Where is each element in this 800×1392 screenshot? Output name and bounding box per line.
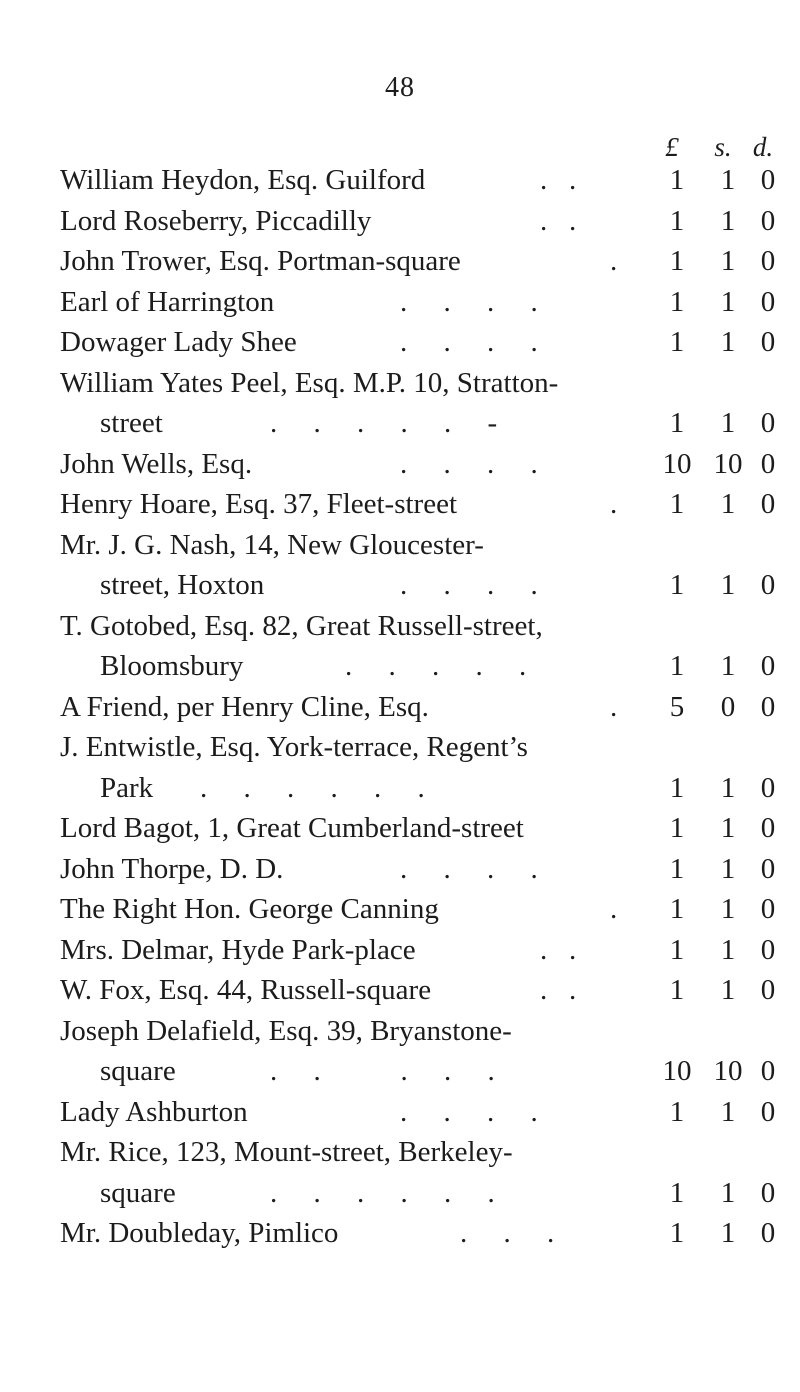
subscriber-name: square (100, 1176, 176, 1209)
pounds-amount: 1 (669, 1176, 685, 1209)
subscriber-name: Lord Bagot, 1, Great Cumberland-street (60, 812, 524, 844)
shillings-amount: 10 (713, 447, 743, 480)
table-row (0, 646, 800, 687)
subscriber-name: Dowager Lady Shee (60, 326, 297, 358)
subscriber-name: Mr. J. G. Nash, 14, New Gloucester- (60, 528, 484, 561)
dot-leader: . . . . (400, 326, 538, 358)
shillings-amount: 0 (720, 690, 736, 723)
subscriber-name: square (100, 1055, 176, 1087)
shillings-amount: 1 (720, 1217, 736, 1249)
table-row (0, 322, 800, 363)
dot-leader: . . (540, 204, 577, 237)
subscriber-name: Lady Ashburton (60, 1095, 248, 1128)
dot-leader: . (610, 245, 618, 277)
dot-leader: . . (540, 933, 577, 966)
pence-amount: 0 (760, 285, 776, 318)
table-row (0, 282, 800, 323)
pounds-amount: 1 (669, 1095, 685, 1128)
pounds-column-header: £ (665, 132, 679, 162)
subscriber-name: J. Entwistle, Esq. York-terrace, Regent’s (60, 731, 528, 763)
shillings-amount: 1 (720, 893, 736, 925)
table-row (0, 849, 800, 890)
subscriber-name: Henry Hoare, Esq. 37, Fleet-street (60, 488, 458, 520)
subscription-list (0, 160, 800, 1254)
dot-leader: . . . (460, 1217, 555, 1249)
table-row (0, 565, 800, 606)
subscriber-name: John Trower, Esq. Portman-square (60, 245, 461, 277)
shillings-amount: 1 (720, 1095, 736, 1128)
shillings-amount: 1 (720, 326, 736, 358)
subscriber-name: Joseph Delafield, Esq. 39, Bryanstone- (60, 1014, 512, 1047)
pence-amount: 0 (760, 1217, 776, 1249)
shillings-column-header: s. (714, 132, 732, 162)
pounds-amount: 5 (669, 690, 685, 723)
dot-leader: . . . . (400, 1095, 538, 1128)
pence-amount: 0 (760, 326, 776, 358)
pence-amount: 0 (760, 1176, 776, 1209)
subscriber-name: Lord Roseberry, Piccadilly (60, 204, 372, 237)
table-row (0, 808, 800, 849)
dot-leader: . . (540, 164, 577, 196)
pounds-amount: 1 (669, 1217, 685, 1249)
subscriber-name: William Heydon, Esq. Guilford (60, 164, 426, 196)
table-row (0, 889, 800, 930)
shillings-amount: 1 (720, 771, 736, 804)
shillings-amount: 1 (720, 488, 736, 520)
shillings-amount: 1 (720, 974, 736, 1006)
subscriber-name: John Thorpe, D. D. (60, 852, 284, 885)
subscriber-name: The Right Hon. George Canning (60, 893, 439, 925)
table-row (0, 1132, 800, 1173)
pence-amount: 0 (760, 690, 776, 723)
table-row (0, 1173, 800, 1214)
pounds-amount: 1 (669, 812, 685, 844)
table-row (0, 1051, 800, 1092)
pence-amount: 0 (760, 164, 776, 196)
table-row (0, 970, 800, 1011)
table-row (0, 241, 800, 282)
pence-amount: 0 (760, 812, 776, 844)
shillings-amount: 1 (720, 407, 736, 439)
subscriber-name: Mr. Doubleday, Pimlico (60, 1217, 339, 1249)
pence-amount: 0 (760, 488, 776, 520)
pounds-amount: 1 (669, 164, 685, 196)
subscriber-name: William Yates Peel, Esq. M.P. 10, Stratton- (60, 366, 559, 399)
dot-leader: . . (540, 974, 577, 1006)
pence-amount: 0 (760, 1095, 776, 1128)
shillings-amount: 1 (720, 812, 736, 844)
pounds-amount: 1 (669, 204, 685, 237)
shillings-amount: 1 (720, 285, 736, 318)
dot-leader: . (610, 690, 618, 723)
subscriber-name: W. Fox, Esq. 44, Russell-square (60, 974, 432, 1006)
shillings-amount: 1 (720, 569, 736, 601)
table-row (0, 1092, 800, 1133)
pence-amount: 0 (760, 1055, 776, 1087)
table-row (0, 930, 800, 971)
dot-leader: . (610, 893, 618, 925)
subscriber-name: street (100, 407, 163, 439)
shillings-amount: 1 (720, 650, 736, 682)
subscriber-name: T. Gotobed, Esq. 82, Great Russell-street, (60, 609, 543, 642)
subscriber-name: Earl of Harrington (60, 285, 275, 318)
dot-leader: . . . . . . (270, 1176, 495, 1209)
shillings-amount: 1 (720, 164, 736, 196)
dot-leader: . . . . . (345, 650, 527, 682)
subscriber-name: Mrs. Delmar, Hyde Park-place (60, 933, 416, 966)
pounds-amount: 1 (669, 285, 685, 318)
pence-amount: 0 (760, 650, 776, 682)
table-row (0, 363, 800, 404)
pounds-amount: 1 (669, 407, 685, 439)
table-row (0, 1011, 800, 1052)
pence-column-header: d. (752, 132, 774, 162)
table-row (0, 525, 800, 566)
pounds-amount: 1 (669, 569, 685, 601)
subscriber-name: John Wells, Esq. (60, 447, 253, 480)
pounds-amount: 1 (669, 974, 685, 1006)
pounds-amount: 1 (669, 893, 685, 925)
table-row (0, 160, 800, 201)
pence-amount: 0 (760, 852, 776, 885)
table-row (0, 1213, 800, 1254)
table-row (0, 606, 800, 647)
table-row (0, 403, 800, 444)
pence-amount: 0 (760, 447, 776, 480)
shillings-amount: 1 (720, 204, 736, 237)
dot-leader: . (610, 488, 618, 520)
pounds-amount: 1 (669, 771, 685, 804)
table-row (0, 768, 800, 809)
table-row (0, 444, 800, 485)
table-row (0, 201, 800, 242)
subscriber-name: Mr. Rice, 123, Mount-street, Berkeley- (60, 1136, 513, 1168)
shillings-amount: 1 (720, 933, 736, 966)
dot-leader: . . . . . - (270, 407, 498, 439)
dot-leader: . . . . . . (200, 771, 425, 804)
shillings-amount: 1 (720, 1176, 736, 1209)
subscriber-name: Park (100, 771, 154, 804)
pence-amount: 0 (760, 204, 776, 237)
dot-leader: . . . . (400, 285, 538, 318)
pounds-amount: 1 (669, 650, 685, 682)
pounds-amount: 1 (669, 488, 685, 520)
pence-amount: 0 (760, 893, 776, 925)
pence-amount: 0 (760, 974, 776, 1006)
pounds-amount: 1 (669, 326, 685, 358)
pounds-amount: 1 (669, 245, 685, 277)
subscriber-name: Bloomsbury (100, 650, 244, 682)
dot-leader: . . . . . (270, 1055, 495, 1087)
pence-amount: 0 (760, 771, 776, 804)
shillings-amount: 1 (720, 245, 736, 277)
dot-leader: . . . . (400, 852, 538, 885)
pounds-amount: 10 (662, 1055, 692, 1087)
pence-amount: 0 (760, 569, 776, 601)
shillings-amount: 1 (720, 852, 736, 885)
pence-amount: 0 (760, 407, 776, 439)
shillings-amount: 10 (713, 1055, 743, 1087)
dot-leader: . . . . (400, 447, 538, 480)
pounds-amount: 10 (662, 447, 692, 480)
table-row (0, 727, 800, 768)
dot-leader: . . . . (400, 569, 538, 601)
table-row (0, 687, 800, 728)
subscriber-name: street, Hoxton (100, 569, 265, 601)
table-row (0, 484, 800, 525)
pence-amount: 0 (760, 933, 776, 966)
pounds-amount: 1 (669, 852, 685, 885)
pence-amount: 0 (760, 245, 776, 277)
pounds-amount: 1 (669, 933, 685, 966)
subscriber-name: A Friend, per Henry Cline, Esq. (60, 690, 429, 723)
page-number: 48 (385, 72, 415, 103)
